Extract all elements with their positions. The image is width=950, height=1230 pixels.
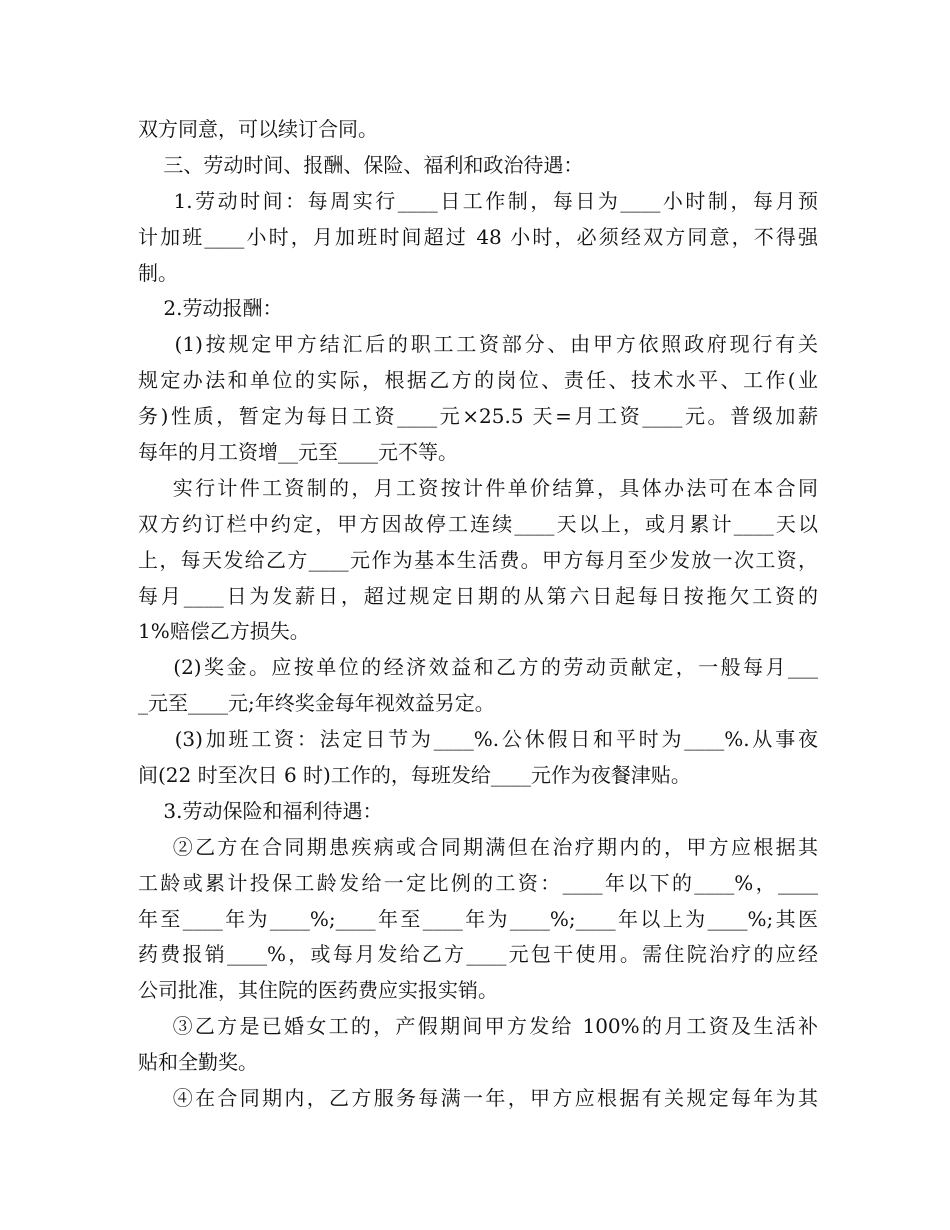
paragraph-line: 1.劳动时间：每周实行____日工作制，每日为____小时制，每月预 (138, 188, 818, 213)
paragraph-line: 双方约订栏中约定，甲方因故停工连续____天以上，或月累计____天以 (138, 511, 818, 536)
paragraph-line: 计加班____小时，月加班时间超过 48 小时，必须经双方同意，不得强 (138, 224, 818, 249)
paragraph-line: 上，每天发给乙方____元作为基本生活费。甲方每月至少发放一次工资， (138, 547, 818, 572)
paragraph-line: ④在合同期内，乙方服务每满一年，甲方应根据有关规定每年为其 (138, 1086, 818, 1111)
paragraph-line: 年至____年为____%;____年至____年为____%;____年以上为____%;其医 (138, 906, 818, 931)
paragraph-line: (2)奖金。应按单位的经济效益和乙方的劳动贡献定，一般每月___ (138, 655, 818, 680)
paragraph-line: 双方同意，可以续订合同。 (138, 117, 378, 141)
paragraph-line: 3.劳动保险和福利待遇： (138, 798, 383, 823)
paragraph-line: 每月____日为发薪日，超过规定日期的从第六日起每日按拖欠工资的 (138, 583, 818, 608)
paragraph-line: 工龄或累计投保工龄发给一定比例的工资：____年以下的____%，____ (138, 870, 818, 895)
paragraph-line: 2.劳动报酬： (138, 296, 283, 321)
paragraph-line: 制。 (138, 260, 178, 285)
paragraph-line: 每年的月工资增__元至____元不等。 (138, 440, 458, 465)
paragraph-line: (1)按规定甲方结汇后的职工工资部分、由甲方依照政府现行有关 (138, 332, 818, 357)
paragraph-line: 贴和全勤奖。 (138, 1050, 258, 1075)
paragraph-line: (3)加班工资：法定日节为____%.公休假日和平时为____%.从事夜 (138, 727, 818, 752)
paragraph-line: 务)性质，暂定为每日工资____元×25.5 天=月工资____元。普级加薪 (138, 404, 818, 429)
paragraph-line: 间(22 时至次日 6 时)工作的，每班发给____元作为夜餐津贴。 (138, 763, 691, 788)
paragraph-line: 实行计件工资制的，月工资按计件单价结算，具体办法可在本合同 (138, 475, 818, 500)
paragraph-line: 药费报销____%，或每月发给乙方____元包干使用。需住院治疗的应经 (138, 942, 818, 967)
paragraph-line: ②乙方在合同期患疾病或合同期满但在治疗期内的，甲方应根据其 (138, 834, 818, 859)
document-page (138, 112, 818, 1117)
paragraph-line: 三、劳动时间、报酬、保险、福利和政治待遇： (138, 152, 584, 177)
paragraph-line: 公司批准，其住院的医药费应实报实销。 (138, 978, 498, 1003)
paragraph-line: ③乙方是已婚女工的，产假期间甲方发给 100%的月工资及生活补 (138, 1014, 818, 1039)
paragraph-line: _元至____元;年终奖金每年视效益另定。 (138, 691, 495, 716)
paragraph-line: 规定办法和单位的实际，根据乙方的岗位、责任、技术水平、工作(业 (138, 368, 818, 393)
paragraph-line: 1%赔偿乙方损失。 (138, 619, 310, 644)
